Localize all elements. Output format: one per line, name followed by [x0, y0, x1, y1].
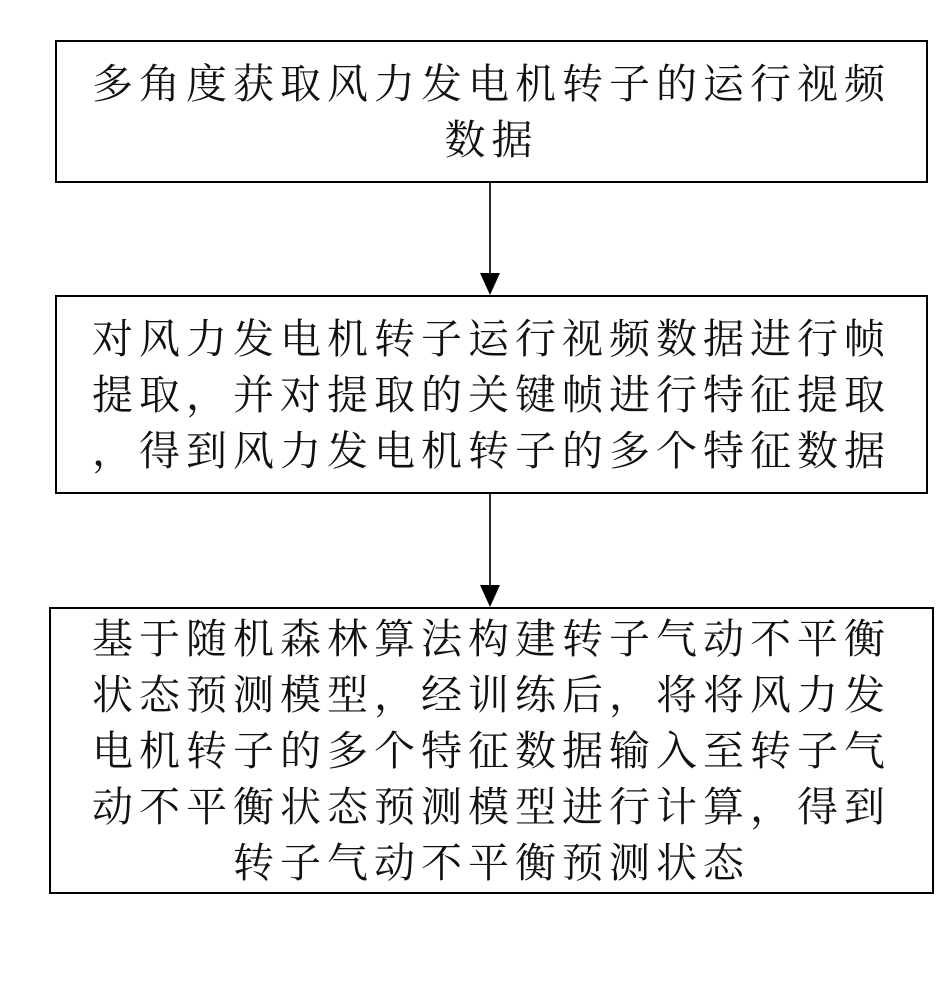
flow-step-1-line-2: 数据 — [444, 115, 539, 164]
arrow-down-icon — [480, 585, 500, 607]
flow-step-3-line-3: 电机转子的多个特征数据输入至转子气 — [92, 726, 891, 775]
flow-step-2-box — [55, 295, 928, 494]
flow-step-3-box — [49, 607, 934, 894]
arrow-shaft — [489, 494, 491, 591]
flow-step-3-line-1: 基于随机森林算法构建转子气动不平衡 — [92, 614, 891, 663]
flow-step-3-line-5: 转子气动不平衡预测状态 — [233, 838, 750, 887]
flow-step-2-line-1: 对风力发电机转子运行视频数据进行帧 — [92, 314, 891, 363]
flow-step-3-line-4: 动不平衡状态预测模型进行计算，得到 — [92, 782, 891, 831]
down-arrow-connector-2 — [479, 494, 501, 607]
flow-step-1-line-1: 多角度获取风力发电机转子的运行视频 — [92, 59, 891, 108]
arrow-shaft — [489, 183, 491, 279]
down-arrow-connector-1 — [479, 183, 501, 295]
flow-step-2-line-3: ，得到风力发电机转子的多个特征数据 — [92, 426, 891, 475]
arrow-down-icon — [480, 273, 500, 295]
flow-step-1-box — [55, 40, 928, 183]
flow-step-3-line-2: 状态预测模型，经训练后，将将风力发 — [92, 670, 891, 719]
flow-step-2-line-2: 提取，并对提取的关键帧进行特征提取 — [92, 370, 891, 419]
